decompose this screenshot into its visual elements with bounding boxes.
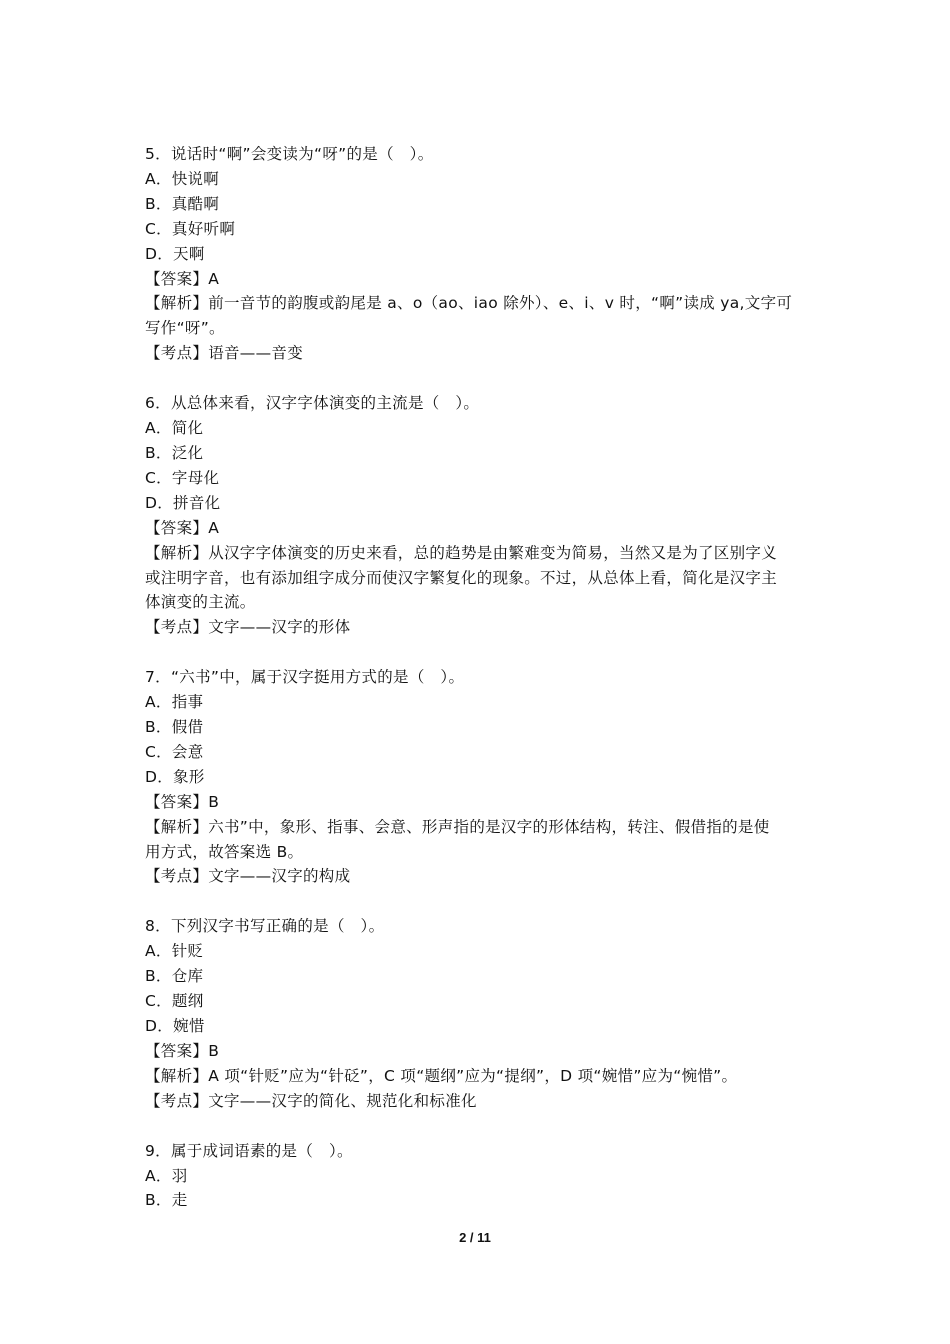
option-d: D．婉惜 — [145, 1017, 205, 1035]
analysis-line: 体演变的主流。 — [145, 593, 256, 612]
question-stem: 5．说话时“啊”会变读为“呀”的是（ ）。 — [145, 145, 434, 163]
answer: 【答案】A — [145, 518, 220, 537]
option-a: A．指事 — [145, 693, 204, 712]
analysis-line: 或注明字音，也有添加组字成分而使汉字繁复化的现象。不过，从总体上看，简化是汉字主 — [145, 568, 778, 587]
answer: 【答案】B — [145, 1041, 220, 1060]
question-8 — [145, 914, 810, 1113]
question-9 — [145, 1139, 810, 1214]
analysis-line: 用方式，故答案选 B。 — [145, 842, 304, 861]
option-b: B．泛化 — [145, 443, 204, 462]
option-d: D．天啊 — [145, 244, 205, 263]
option-a: A．针贬 — [145, 942, 204, 961]
question-list — [145, 142, 810, 1238]
analysis-line: 写作“呀”。 — [145, 319, 225, 338]
analysis-line: 【解析】六书”中，象形、指事、会意、形声指的是汉字的形体结构，转注、假借指的是使 — [145, 817, 770, 836]
option-c: C．字母化 — [145, 468, 220, 487]
option-b: B．真酷啊 — [145, 194, 220, 213]
question-stem: 9．属于成词语素的是（ ）。 — [145, 1141, 353, 1160]
question-5 — [145, 142, 810, 366]
exam-point: 【考点】文字——汉字的构成 — [145, 867, 351, 886]
option-d: D．拼音化 — [145, 493, 221, 512]
analysis-line: 【解析】从汉字字体演变的历史来看，总的趋势是由繁难变为简易，当然又是为了区别字义 — [145, 543, 778, 562]
option-c: C．会意 — [145, 742, 204, 761]
question-7 — [145, 665, 810, 889]
question-stem: 8．下列汉字书写正确的是（ ）。 — [145, 917, 385, 936]
exam-point: 【考点】语音——音变 — [145, 344, 304, 363]
option-b: B．假借 — [145, 718, 204, 737]
exam-point: 【考点】文字——汉字的形体 — [145, 618, 351, 637]
option-c: C．真好听啊 — [145, 219, 236, 238]
option-a: A．羽 — [145, 1166, 188, 1185]
question-stem: 6．从总体来看，汉字字体演变的主流是（ ）。 — [145, 394, 480, 413]
exam-point: 【考点】文字——汉字的简化、规范化和标准化 — [145, 1091, 477, 1110]
option-b: B．走 — [145, 1191, 188, 1210]
analysis-line: 【解析】A 项“针贬”应为“针砭”，C 项“题纲”应为“提纲”，D 项“婉惜”应为“惋惜”。 — [145, 1066, 738, 1085]
analysis-line: 【解析】前一音节的韵腹或韵尾是 a、o（ao、iao 除外）、e、i、v 时，“啊”读成 ya,文字可 — [145, 294, 793, 313]
option-a: A．快说啊 — [145, 169, 220, 188]
option-b: B．仓库 — [145, 967, 204, 986]
option-c: C．题纲 — [145, 992, 204, 1011]
question-stem: 7．“六书”中，属于汉字挺用方式的是（ ）。 — [145, 668, 465, 687]
option-a: A．简化 — [145, 419, 204, 438]
page-number: 2 / 11 — [459, 1230, 491, 1245]
answer: 【答案】B — [145, 792, 220, 811]
option-d: D．象形 — [145, 767, 205, 786]
answer: 【答案】A — [145, 269, 220, 288]
question-6 — [145, 391, 810, 640]
